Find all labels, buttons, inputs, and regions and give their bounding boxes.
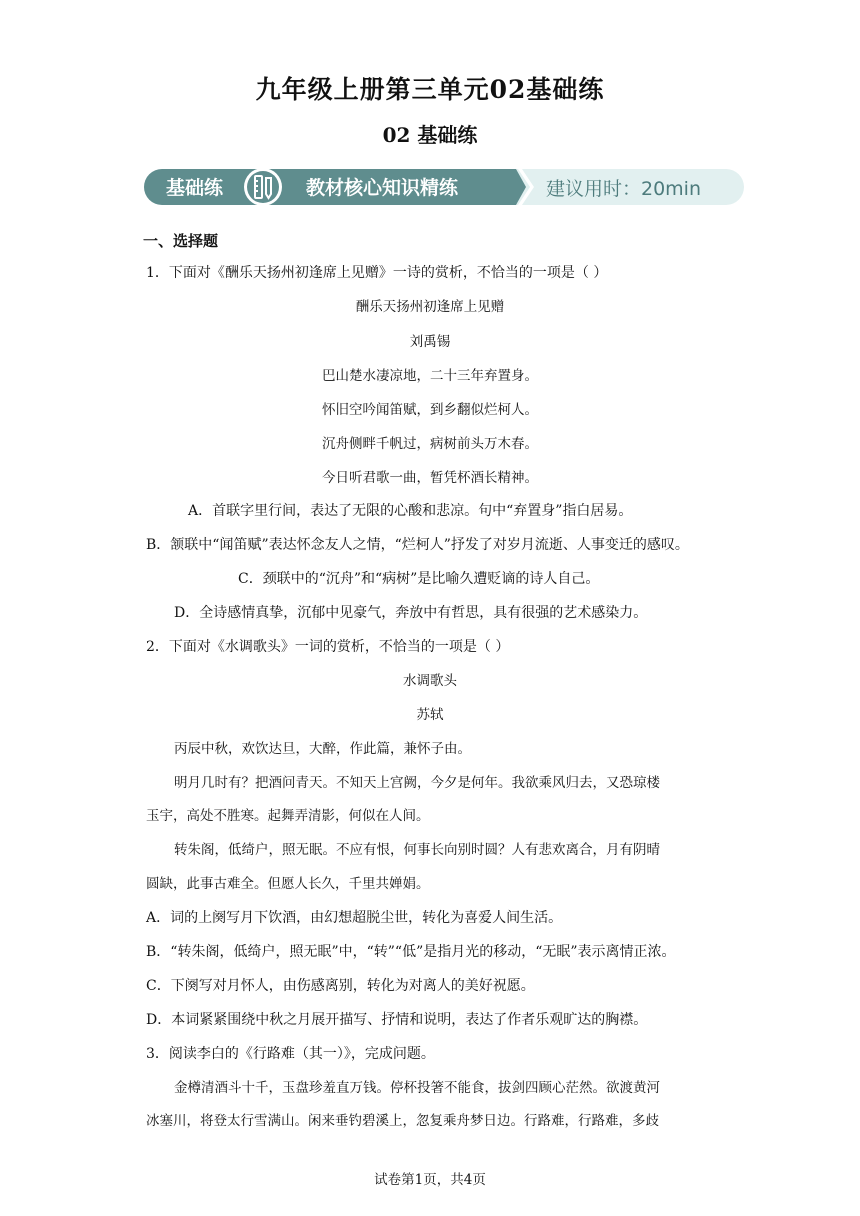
ci-paragraph-2-line-2: 圆缺，此事古难全。但愿人长久，千里共婵娟。 (146, 876, 430, 892)
practice-banner (144, 166, 746, 208)
question-2-poem-title: 水调歌头 (403, 673, 457, 689)
page-footer: 试卷第1页，共4页 (374, 1172, 486, 1188)
question-2-option-a: A．词的上阕写月下饮酒，由幻想超脱尘世，转化为喜爱人间生活。 (146, 910, 563, 926)
question-3-text-line-2: 冰塞川，将登太行雪满山。闲来垂钓碧溪上，忽复乘舟梦日边。行路难，行路难，多歧 (146, 1113, 659, 1129)
ci-paragraph-1-line-2: 玉宇，高处不胜寒。起舞弄清影，何似在人间。 (146, 808, 430, 824)
banner-label: 基础练 (166, 177, 224, 199)
question-1-author: 刘禹锡 (409, 334, 451, 350)
question-1-option-a: A．首联字里行间，表达了无限的心酸和悲凉。句中“弃置身”指白居易。 (188, 503, 633, 519)
question-1-option-d: D．全诗感情真挚，沉郁中见豪气，奔放中有哲思，具有很强的艺术感染力。 (174, 605, 648, 621)
question-2-option-d: D．本词紧紧围绕中秋之月展开描写、抒情和说明，表达了作者乐观旷达的胸襟。 (146, 1012, 648, 1028)
question-2-option-b: B．“转朱阁，低绮户，照无眠”中，“转”“低”是指月光的移动，“无眠”表示离情正浓。 (146, 944, 676, 960)
question-1-option-b: B．颔联中“闻笛赋”表达怀念友人之情，“烂柯人”抒发了对岁月流逝、人事变迁的感叹。 (146, 537, 689, 553)
ci-paragraph-2-line-1: 转朱阁，低绮户，照无眠。不应有恨，何事长向别时圆？人有悲欢离合，月有阴晴 (174, 842, 660, 858)
document-title: 九年级上册第三单元02基础练 (255, 75, 605, 104)
question-3-stem: 3．阅读李白的《行路难（其一）》，完成问题。 (146, 1046, 435, 1062)
question-1-poem-title: 酬乐天扬州初逢席上见赠 (355, 299, 505, 315)
banner-time: 建议用时：20min (546, 178, 702, 200)
question-2-option-c: C．下阕写对月怀人，由伤感离别，转化为对离人的美好祝愿。 (146, 978, 535, 994)
ci-paragraph-1-line-1: 明月几时有？把酒问青天。不知天上宫阙，今夕是何年。我欲乘风归去，又恐琼楼 (174, 775, 660, 791)
question-1-stem: 1．下面对《酬乐天扬州初逢席上见赠》一诗的赏析，不恰当的一项是（ ） (146, 265, 608, 281)
question-3-text-line-1: 金樽清酒斗十千，玉盘珍羞直万钱。停杯投箸不能食，拔剑四顾心茫然。欲渡黄河 (174, 1080, 660, 1096)
poem-line-4: 今日听君歌一曲，暂凭杯酒长精神。 (322, 470, 538, 486)
poem-line-1: 巴山楚水凄凉地，二十三年弃置身。 (322, 368, 538, 384)
question-2-preface: 丙辰中秋，欢饮达旦，大醉，作此篇，兼怀子由。 (174, 741, 471, 757)
banner-middle-text: 教材核心知识精练 (306, 177, 459, 199)
poem-line-3: 沉舟侧畔千帆过，病树前头万木春。 (322, 436, 538, 452)
poem-line-2: 怀旧空吟闻笛赋，到乡翻似烂柯人。 (322, 402, 538, 418)
question-1-option-c: C．颈联中的“沉舟”和“病树”是比喻久遭贬谪的诗人自己。 (238, 571, 600, 587)
question-2-author: 苏轼 (416, 707, 444, 723)
question-2-stem: 2．下面对《水调歌头》一词的赏析，不恰当的一项是（ ） (146, 639, 510, 655)
document-subtitle: 02 基础练 (382, 123, 478, 147)
section-heading: 一、选择题 (143, 232, 219, 250)
